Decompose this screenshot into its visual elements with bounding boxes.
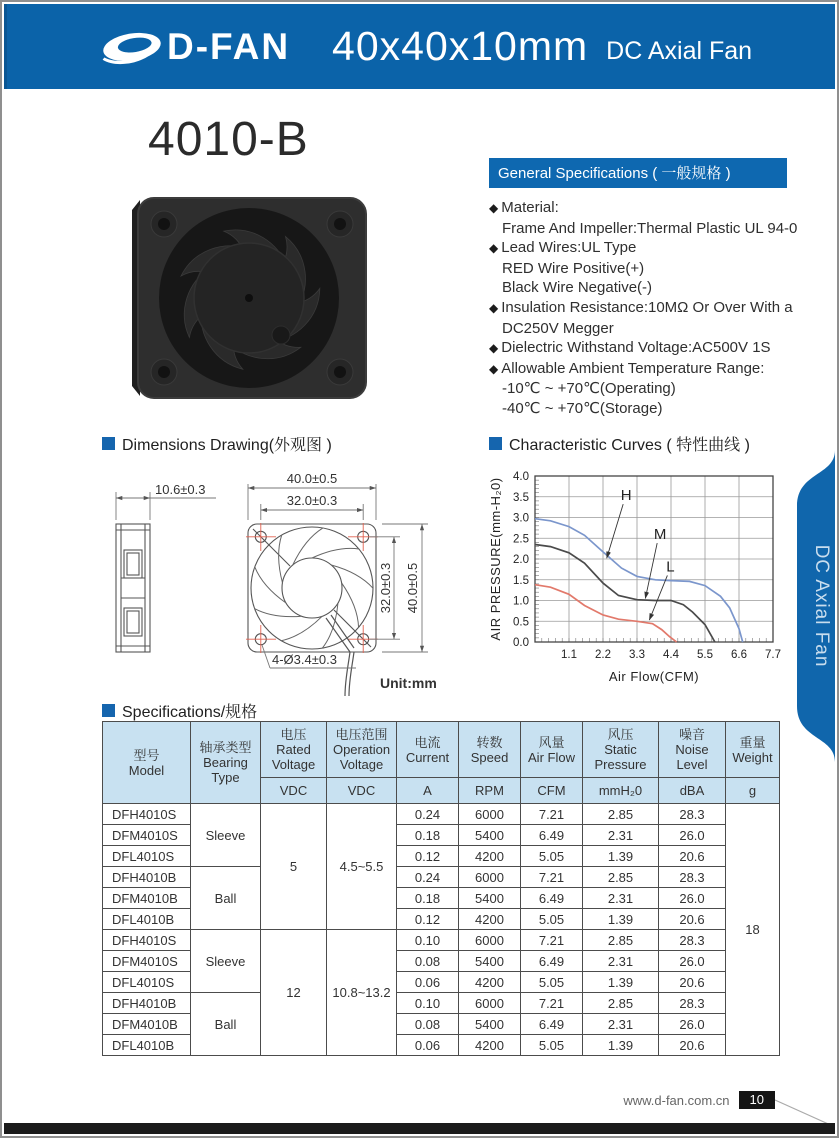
svg-text:3.0: 3.0 (513, 512, 529, 525)
spec-cell: DFH4010B (103, 993, 191, 1014)
spec-cell: 0.24 (397, 867, 459, 888)
list-item: Frame And Impeller:Thermal Plastic UL 94-0 (502, 219, 798, 237)
spec-cell: 2.85 (583, 930, 659, 951)
svg-text:7.7: 7.7 (765, 649, 781, 661)
curves-section-title: Characteristic Curves ( 特性曲线 ) (489, 432, 750, 455)
svg-text:3.5: 3.5 (513, 491, 529, 504)
svg-text:2.2: 2.2 (595, 649, 611, 661)
unit-header: VDC (327, 778, 397, 804)
spec-cell: 6000 (459, 804, 521, 825)
section-square-icon (102, 704, 115, 717)
list-item: ◆ Allowable Ambient Temperature Range: (489, 359, 765, 377)
spec-cell: 7.21 (521, 993, 583, 1014)
y-axis-label: AIR PRESSURE(mm-H₂0) (488, 477, 503, 641)
spec-cell: 26.0 (659, 825, 726, 846)
svg-text:4.0: 4.0 (513, 471, 529, 483)
dim-hole-pitch-h: 32.0±0.3 (286, 493, 338, 508)
spec-cell: 0.08 (397, 1014, 459, 1035)
svg-text:1.1: 1.1 (561, 649, 577, 661)
x-axis-label: Air Flow(CFM) (608, 669, 700, 684)
curve-annotation-H: H (620, 487, 632, 505)
dim-height-outer: 40.0±0.5 (405, 562, 420, 614)
spec-cell: 0.18 (397, 888, 459, 909)
spec-cell: 5.05 (521, 846, 583, 867)
spec-cell: DFL4010B (103, 909, 191, 930)
spec-cell: 2.31 (583, 951, 659, 972)
spec-cell: 0.10 (397, 930, 459, 951)
curve-annotation-M: M (653, 526, 667, 544)
spec-cell: 1.39 (583, 909, 659, 930)
spec-cell: 0.12 (397, 846, 459, 867)
list-item: ◆ Dielectric Withstand Voltage:AC500V 1S (489, 339, 771, 357)
unit-header: g (726, 778, 780, 804)
table-row (103, 993, 780, 1014)
brand-name: D-FAN (167, 25, 291, 67)
spec-cell: 6.49 (521, 1014, 583, 1035)
spec-cell: 4.5~5.5 (327, 804, 397, 930)
spec-cell: 0.24 (397, 804, 459, 825)
list-item: ◆ Lead Wires:UL Type (489, 239, 637, 257)
spec-cell: DFH4010B (103, 867, 191, 888)
curve-L (535, 585, 677, 642)
spec-cell: DFL4010B (103, 1035, 191, 1056)
svg-text:6.6: 6.6 (731, 649, 747, 661)
side-tab-label: DC Axial Fan (811, 544, 832, 668)
svg-text:0.5: 0.5 (513, 616, 529, 629)
dim-hole-pitch-v: 32.0±0.3 (378, 562, 393, 614)
spec-cell: 20.6 (659, 846, 726, 867)
spec-cell: DFL4010S (103, 846, 191, 867)
page-subtitle: DC Axial Fan (606, 37, 753, 65)
dim-thickness: 10.6±0.3 (155, 482, 206, 497)
spec-cell: 2.85 (583, 804, 659, 825)
curve-H (535, 519, 743, 642)
specifications-section-title: Specifications/规格 (102, 699, 257, 722)
diamond-bullet-icon: ◆ (489, 300, 499, 315)
svg-text:2.5: 2.5 (513, 533, 529, 546)
column-header: 风量 Air Flow (521, 722, 583, 778)
list-item: -10℃ ~ +70℃(Operating) (502, 380, 676, 398)
spec-cell: 20.6 (659, 972, 726, 993)
dimensions-drawing (98, 462, 483, 704)
list-item: RED Wire Positive(+) (502, 259, 645, 277)
svg-text:0.0: 0.0 (513, 637, 529, 649)
spec-cell: 1.39 (583, 846, 659, 867)
spec-cell: 28.3 (659, 867, 726, 888)
side-tab (785, 450, 835, 762)
diamond-bullet-icon: ◆ (489, 361, 499, 376)
spec-cell: 0.18 (397, 825, 459, 846)
footer (623, 1091, 775, 1109)
spec-cell: 4200 (459, 1035, 521, 1056)
spec-cell: 5400 (459, 951, 521, 972)
product-model-title: 4010-B (148, 113, 309, 166)
spec-cell: DFM4010B (103, 888, 191, 909)
column-header: 噪音 Noise Level (659, 722, 726, 778)
spec-cell: 28.3 (659, 804, 726, 825)
dim-width-outer: 40.0±0.5 (286, 471, 338, 486)
spec-cell: DFL4010S (103, 972, 191, 993)
spec-cell: 20.6 (659, 909, 726, 930)
dimensions-section-title: Dimensions Drawing(外观图 ) (102, 432, 332, 455)
unit-header: VDC (261, 778, 327, 804)
list-item: Black Wire Negative(-) (502, 279, 653, 297)
fan-product-photo (124, 192, 374, 404)
spec-cell: 1.39 (583, 1035, 659, 1056)
svg-text:4.4: 4.4 (663, 649, 679, 661)
list-item: -40℃ ~ +70℃(Storage) (502, 399, 663, 417)
spec-cell: 7.21 (521, 804, 583, 825)
header-bar (4, 4, 835, 89)
spec-cell: 4200 (459, 846, 521, 867)
spec-cell: 5.05 (521, 1035, 583, 1056)
spec-cell: DFM4010S (103, 825, 191, 846)
spec-cell: 18 (726, 804, 780, 1056)
spec-cell: 2.31 (583, 1014, 659, 1035)
spec-cell: 0.12 (397, 909, 459, 930)
column-header: 重量 Weight (726, 722, 780, 778)
section-square-icon (489, 437, 502, 450)
unit-header: RPM (459, 778, 521, 804)
column-header: 风压 Static Pressure (583, 722, 659, 778)
unit-header: A (397, 778, 459, 804)
spec-cell: 0.06 (397, 972, 459, 993)
dfan-logo-icon (99, 23, 165, 71)
svg-text:5.5: 5.5 (697, 649, 713, 661)
column-header: 轴承类型 Bearing Type (191, 722, 261, 804)
svg-text:2.0: 2.0 (513, 554, 529, 566)
spec-cell: 6000 (459, 993, 521, 1014)
spec-cell: 26.0 (659, 951, 726, 972)
spec-cell: Ball (191, 867, 261, 930)
spec-cell: 7.21 (521, 930, 583, 951)
spec-cell: 5.05 (521, 909, 583, 930)
spec-cell: 28.3 (659, 930, 726, 951)
spec-cell: 0.08 (397, 951, 459, 972)
dim-unit: Unit:mm (380, 675, 437, 691)
spec-cell: 5400 (459, 888, 521, 909)
spec-cell: 5400 (459, 825, 521, 846)
spec-cell: Ball (191, 993, 261, 1056)
spec-cell: 6000 (459, 930, 521, 951)
list-item: DC250V Megger (502, 319, 614, 337)
spec-cell: DFM4010S (103, 951, 191, 972)
spec-cell: 6.49 (521, 888, 583, 909)
section-square-icon (102, 437, 115, 450)
brand-logo (99, 23, 290, 71)
page-title: 40x40x10mm (332, 23, 589, 69)
table-row (103, 930, 780, 951)
unit-header: dBA (659, 778, 726, 804)
spec-cell: 2.85 (583, 867, 659, 888)
spec-cell: 6.49 (521, 951, 583, 972)
spec-cell: 0.06 (397, 1035, 459, 1056)
column-header: 型号 Model (103, 722, 191, 804)
list-item: ◆ Insulation Resistance:10MΩ Or Over With a (489, 298, 793, 316)
spec-cell: 5 (261, 804, 327, 930)
column-header: 转数 Speed (459, 722, 521, 778)
general-specs-list (489, 198, 798, 419)
spec-cell: DFH4010S (103, 804, 191, 825)
website-url: www.d-fan.com.cn (623, 1092, 730, 1108)
diamond-bullet-icon: ◆ (489, 201, 499, 215)
general-specs-title: General Specifications ( 一般规格 ) (489, 158, 787, 188)
table-row (103, 867, 780, 888)
svg-text:3.3: 3.3 (629, 649, 645, 661)
svg-text:1.0: 1.0 (513, 595, 529, 608)
spec-cell: 5.05 (521, 972, 583, 993)
spec-cell: 12 (261, 930, 327, 1056)
spec-cell: DFM4010B (103, 1014, 191, 1035)
spec-cell: 2.31 (583, 888, 659, 909)
spec-cell: 26.0 (659, 1014, 726, 1035)
spec-cell: 5400 (459, 1014, 521, 1035)
diamond-bullet-icon: ◆ (489, 341, 499, 356)
spec-cell: 28.3 (659, 993, 726, 1014)
column-header: 电压范围 Operation Voltage (327, 722, 397, 778)
dim-holes: 4-Ø3.4±0.3 (272, 652, 337, 667)
spec-cell: 7.21 (521, 867, 583, 888)
curve-annotation-L: L (666, 558, 675, 576)
spec-cell: 2.31 (583, 825, 659, 846)
table-row (103, 804, 780, 825)
diamond-bullet-icon: ◆ (489, 241, 499, 256)
bottom-black-bar (4, 1123, 835, 1134)
unit-header: CFM (521, 778, 583, 804)
spec-cell: 6.49 (521, 825, 583, 846)
spec-cell: 0.10 (397, 993, 459, 1014)
column-header: 电流 Current (397, 722, 459, 778)
page-number-badge: 10 (739, 1091, 775, 1109)
spec-cell: 2.85 (583, 993, 659, 1014)
spec-cell: 10.8~13.2 (327, 930, 397, 1056)
spec-cell: Sleeve (191, 930, 261, 993)
unit-header: mmH₂0 (583, 778, 659, 804)
general-specifications-section (489, 158, 798, 419)
spec-cell: Sleeve (191, 804, 261, 867)
list-item: ◆ Material: (489, 199, 559, 216)
spec-cell: 20.6 (659, 1035, 726, 1056)
specifications-table (102, 721, 780, 1056)
spec-cell: 26.0 (659, 888, 726, 909)
svg-text:1.5: 1.5 (513, 574, 529, 587)
spec-cell: 6000 (459, 867, 521, 888)
spec-cell: 1.39 (583, 972, 659, 993)
characteristic-curves-chart (487, 460, 789, 700)
spec-cell: DFH4010S (103, 930, 191, 951)
spec-cell: 4200 (459, 909, 521, 930)
column-header: 电压 Rated Voltage (261, 722, 327, 778)
spec-cell: 4200 (459, 972, 521, 993)
